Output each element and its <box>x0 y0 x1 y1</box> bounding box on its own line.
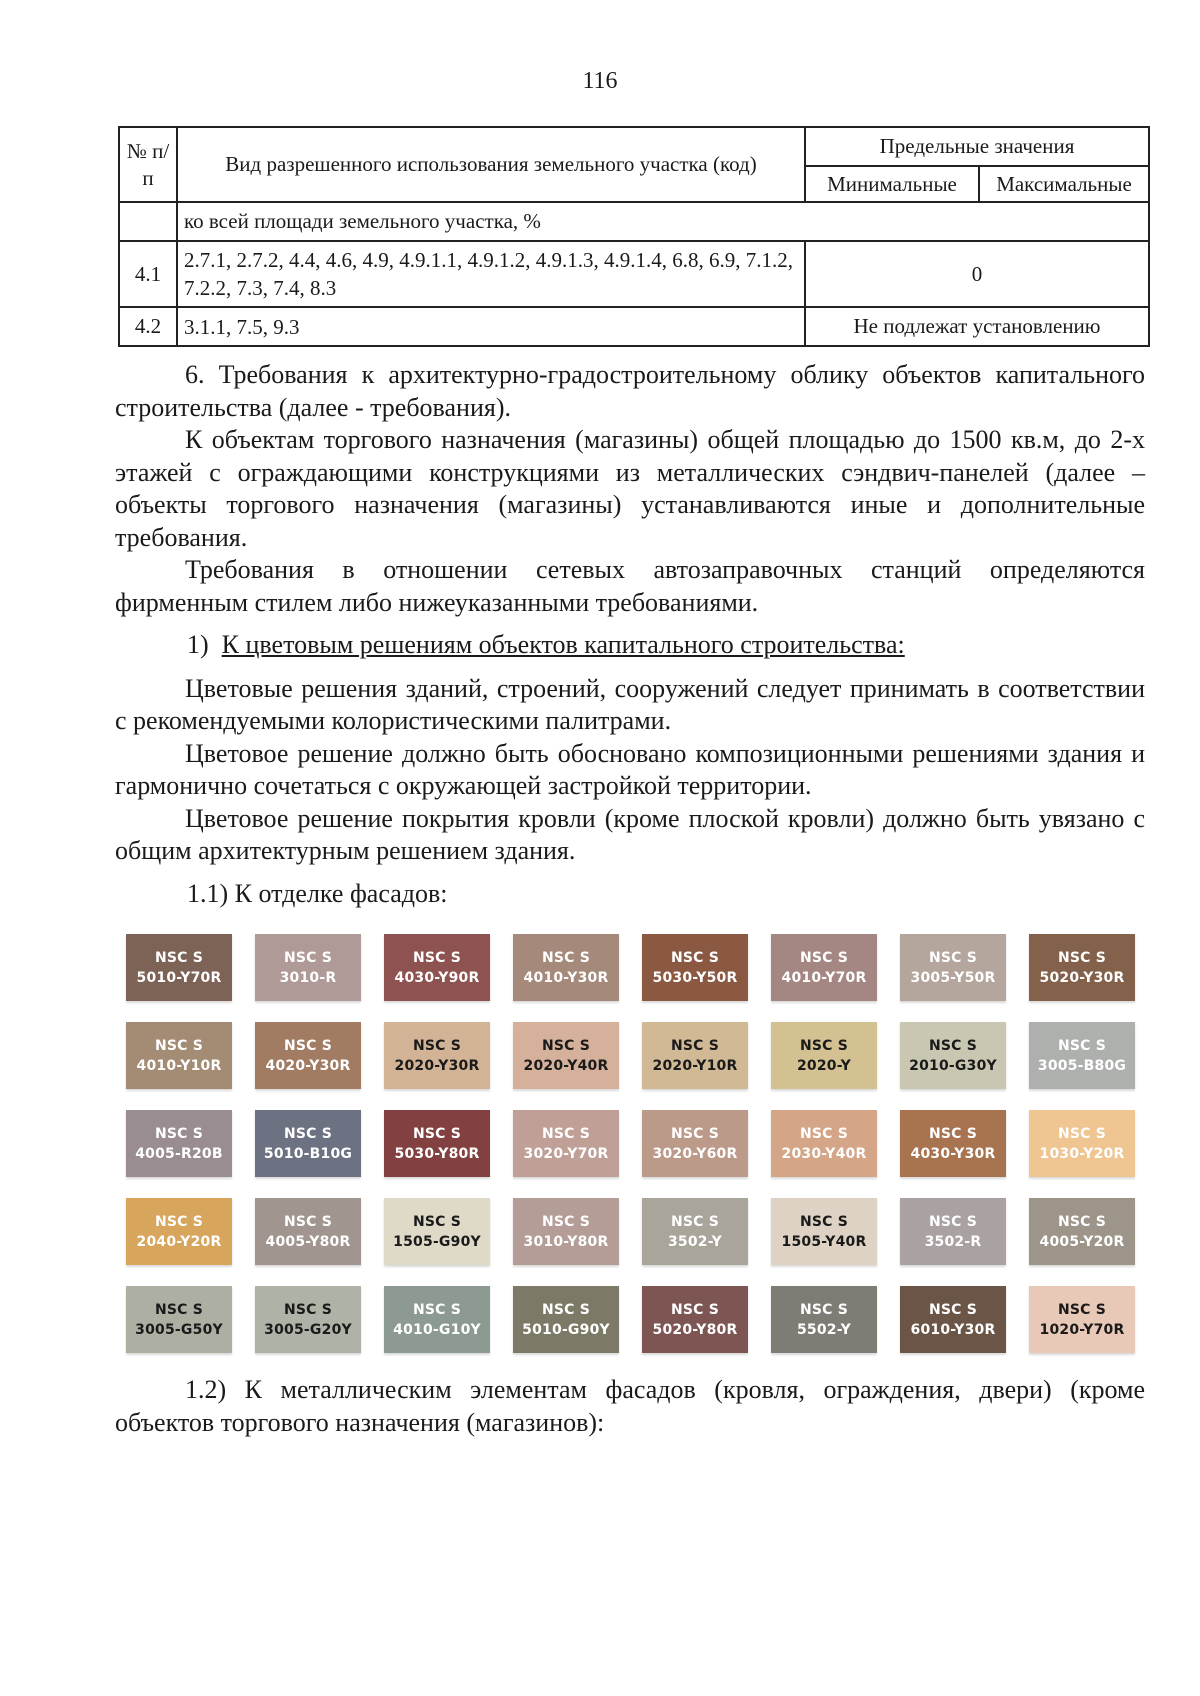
swatch-code-label: 5030-Y50R <box>652 969 738 986</box>
swatch-system-label: NSC S <box>1057 1125 1107 1142</box>
swatch-system-label: NSC S <box>154 1213 204 1230</box>
swatch-code-label: 3502-Y <box>667 1233 723 1250</box>
swatch-code-label: 5020-Y30R <box>1039 969 1125 986</box>
paragraph-gas-stations: Требования в отношении сетевых автозаправочных станций определяются фирменным стилем либо нижеуказанными требованиями. <box>115 555 1145 617</box>
color-swatch <box>642 1110 748 1177</box>
swatch-code-label: 4010-Y10R <box>136 1057 222 1074</box>
swatch-system-label: NSC S <box>928 1037 978 1054</box>
swatch-system-label: NSC S <box>412 1213 462 1230</box>
limits-table <box>118 126 1150 347</box>
swatch-code-label: 4005-Y80R <box>265 1233 351 1250</box>
swatch-code-label: 4005-R20B <box>135 1145 223 1162</box>
color-swatch <box>900 1022 1006 1089</box>
color-swatch <box>642 934 748 1001</box>
swatch-code-label: 3020-Y60R <box>652 1145 738 1162</box>
color-swatch <box>771 1022 877 1089</box>
swatch-code-label: 1030-Y20R <box>1039 1145 1125 1162</box>
swatch-code-label: 5502-Y <box>796 1321 852 1338</box>
swatch-code-label: 4010-G10Y <box>393 1321 481 1338</box>
col-min-header: Минимальные <box>805 166 979 202</box>
swatch-system-label: NSC S <box>283 1213 333 1230</box>
row-value-cell: 0 <box>805 241 1149 307</box>
color-swatch <box>1029 1110 1135 1177</box>
color-swatch <box>513 1022 619 1089</box>
swatch-code-label: 6010-Y30R <box>910 1321 996 1338</box>
heading-facade-finish: 1.1) К отделке фасадов: <box>187 878 448 908</box>
swatch-system-label: NSC S <box>1057 1037 1107 1054</box>
swatch-system-label: NSC S <box>154 1301 204 1318</box>
color-swatch <box>255 1198 361 1265</box>
swatch-system-label: NSC S <box>928 1125 978 1142</box>
color-swatch <box>771 1110 877 1177</box>
paragraph-palettes: Цветовые решения зданий, строений, сооружений следует принимать в соответствии с рекомендуемыми колористическими палитрами. <box>115 673 1145 735</box>
swatch-code-label: 4005-Y20R <box>1039 1233 1125 1250</box>
heading-number: 1) <box>187 630 209 659</box>
swatch-system-label: NSC S <box>412 1301 462 1318</box>
swatch-system-label: NSC S <box>541 949 591 966</box>
color-swatch <box>126 1022 232 1089</box>
swatch-system-label: NSC S <box>541 1125 591 1142</box>
heading-color-solutions <box>115 629 1145 662</box>
swatch-code-label: 3010-R <box>279 969 337 986</box>
col-type-header: Вид разрешенного использования земельного участка (код) <box>177 127 805 202</box>
color-swatch <box>255 1110 361 1177</box>
swatch-system-label: NSC S <box>799 949 849 966</box>
swatch-code-label: 5020-Y80R <box>652 1321 738 1338</box>
swatch-code-label: 1505-G90Y <box>393 1233 481 1250</box>
swatch-code-label: 5030-Y80R <box>394 1145 480 1162</box>
swatch-system-label: NSC S <box>1057 1301 1107 1318</box>
swatch-system-label: NSC S <box>412 1125 462 1142</box>
swatch-system-label: NSC S <box>283 1125 333 1142</box>
color-swatch <box>1029 934 1135 1001</box>
color-swatch <box>642 1022 748 1089</box>
color-swatch <box>126 934 232 1001</box>
section-1-2-text <box>115 1374 1145 1439</box>
color-swatch <box>384 1286 490 1353</box>
swatch-system-label: NSC S <box>412 949 462 966</box>
swatch-system-label: NSC S <box>799 1213 849 1230</box>
col-max-header: Максимальные <box>979 166 1149 202</box>
swatch-code-label: 2020-Y30R <box>394 1057 480 1074</box>
paragraph-metal-elements: 1.2) К металлическим элементам фасадов (кровля, ограждения, двери) (кроме объектов торгового назначения (магазинов): <box>115 1375 1145 1437</box>
swatch-system-label: NSC S <box>412 1037 462 1054</box>
color-swatch <box>126 1110 232 1177</box>
table-note-cell: ко всей площади земельного участка, % <box>177 202 1149 241</box>
color-swatch <box>1029 1022 1135 1089</box>
swatch-code-label: 4030-Y90R <box>394 969 480 986</box>
swatch-system-label: NSC S <box>670 1213 720 1230</box>
col-limits-header: Предельные значения <box>805 127 1149 166</box>
color-swatch <box>1029 1286 1135 1353</box>
color-swatch <box>255 934 361 1001</box>
paragraph-requirements-title: 6. Требования к архитектурно-градостроительному облику объектов капитального строительства (далее - требования). <box>115 360 1145 422</box>
col-num-header: № п/п <box>119 127 177 202</box>
row-codes-cell: 2.7.1, 2.7.2, 4.4, 4.6, 4.9, 4.9.1.1, 4.9.1.2, 4.9.1.3, 4.9.1.4, 6.8, 6.9, 7.1.2, 7.2.2, 7.3, 7.4, 8.3 <box>177 241 805 307</box>
paragraph-composition: Цветовое решение должно быть обосновано композиционными решениями здания и гармонично сочетаться с окружающей застройкой территории. <box>115 738 1145 800</box>
swatch-system-label: NSC S <box>799 1301 849 1318</box>
swatch-system-label: NSC S <box>928 1213 978 1230</box>
color-swatch <box>513 1110 619 1177</box>
color-swatch <box>771 1286 877 1353</box>
swatch-system-label: NSC S <box>541 1213 591 1230</box>
swatch-code-label: 4010-Y70R <box>781 969 867 986</box>
swatch-system-label: NSC S <box>1057 949 1107 966</box>
page-number: 116 <box>582 68 618 94</box>
color-swatch <box>513 1198 619 1265</box>
swatch-system-label: NSC S <box>799 1125 849 1142</box>
swatch-code-label: 3005-G50Y <box>135 1321 223 1338</box>
swatch-system-label: NSC S <box>154 1125 204 1142</box>
swatch-code-label: 3005-G20Y <box>264 1321 352 1338</box>
table-cell <box>119 202 177 241</box>
color-swatch <box>900 934 1006 1001</box>
row-num-cell: 4.1 <box>119 241 177 307</box>
swatch-code-label: 3502-R <box>924 1233 982 1250</box>
swatch-system-label: NSC S <box>283 949 333 966</box>
table-row <box>119 307 1149 346</box>
color-swatch <box>126 1286 232 1353</box>
color-swatch <box>126 1198 232 1265</box>
swatch-code-label: 1020-Y70R <box>1039 1321 1125 1338</box>
swatch-code-label: 2040-Y20R <box>136 1233 222 1250</box>
color-swatch <box>255 1286 361 1353</box>
swatch-system-label: NSC S <box>1057 1213 1107 1230</box>
color-swatch <box>1029 1198 1135 1265</box>
swatch-code-label: 5010-G90Y <box>522 1321 610 1338</box>
color-swatch <box>900 1110 1006 1177</box>
color-swatch <box>900 1198 1006 1265</box>
color-swatch <box>642 1286 748 1353</box>
swatch-system-label: NSC S <box>670 1301 720 1318</box>
swatch-system-label: NSC S <box>541 1037 591 1054</box>
row-codes-cell: 3.1.1, 7.5, 9.3 <box>177 307 805 346</box>
color-swatch <box>384 1198 490 1265</box>
swatch-system-label: NSC S <box>928 1301 978 1318</box>
color-swatch <box>384 1022 490 1089</box>
swatch-code-label: 5010-B10G <box>263 1145 353 1162</box>
swatch-code-label: 3005-Y50R <box>910 969 996 986</box>
table-header-row <box>119 127 1149 166</box>
swatch-code-label: 3005-B80G <box>1037 1057 1127 1074</box>
swatch-system-label: NSC S <box>670 1125 720 1142</box>
color-swatch <box>513 1286 619 1353</box>
swatch-system-label: NSC S <box>670 1037 720 1054</box>
swatch-system-label: NSC S <box>154 949 204 966</box>
swatch-code-label: 2020-Y10R <box>652 1057 738 1074</box>
swatch-code-label: 3020-Y70R <box>523 1145 609 1162</box>
swatch-code-label: 4010-Y30R <box>523 969 609 986</box>
swatch-code-label: 2010-G30Y <box>909 1057 997 1074</box>
swatch-code-label: 1505-Y40R <box>781 1233 867 1250</box>
color-swatch <box>384 1110 490 1177</box>
paragraph-retail-objects: К объектам торгового назначения (магазины) общей площадью до 1500 кв.м, до 2-х этажей с ограждающими конструкциями из металлических сэндвич-панелей (далее – объекты торгового назначения (магазины) устанавливаются иные и дополнительные требования. <box>115 425 1145 552</box>
row-value-cell: Не подлежат установлению <box>805 307 1149 346</box>
section-6-text <box>115 359 1145 910</box>
swatch-system-label: NSC S <box>541 1301 591 1318</box>
color-swatch <box>513 934 619 1001</box>
swatch-code-label: 4030-Y30R <box>910 1145 996 1162</box>
swatch-system-label: NSC S <box>283 1301 333 1318</box>
row-num-cell: 4.2 <box>119 307 177 346</box>
color-swatch <box>771 934 877 1001</box>
swatch-code-label: 2030-Y40R <box>781 1145 867 1162</box>
swatch-system-label: NSC S <box>799 1037 849 1054</box>
swatch-code-label: 3010-Y80R <box>523 1233 609 1250</box>
swatch-code-label: 2020-Y40R <box>523 1057 609 1074</box>
color-swatch <box>771 1198 877 1265</box>
swatch-code-label: 4020-Y30R <box>265 1057 351 1074</box>
color-swatch <box>900 1286 1006 1353</box>
swatch-system-label: NSC S <box>154 1037 204 1054</box>
swatch-code-label: 2020-Y <box>796 1057 852 1074</box>
color-swatch <box>384 934 490 1001</box>
paragraph-roof-color: Цветовое решение покрытия кровли (кроме плоской кровли) должно быть увязано с общим архитектурным решением здания. <box>115 803 1145 865</box>
color-swatch <box>255 1022 361 1089</box>
swatch-system-label: NSC S <box>670 949 720 966</box>
swatch-code-label: 5010-Y70R <box>136 969 222 986</box>
table-row <box>119 202 1149 241</box>
swatch-system-label: NSC S <box>283 1037 333 1054</box>
heading-text: К цветовым решениям объектов капитального строительства: <box>221 630 905 659</box>
swatch-system-label: NSC S <box>928 949 978 966</box>
table-row <box>119 241 1149 307</box>
color-swatch <box>642 1198 748 1265</box>
